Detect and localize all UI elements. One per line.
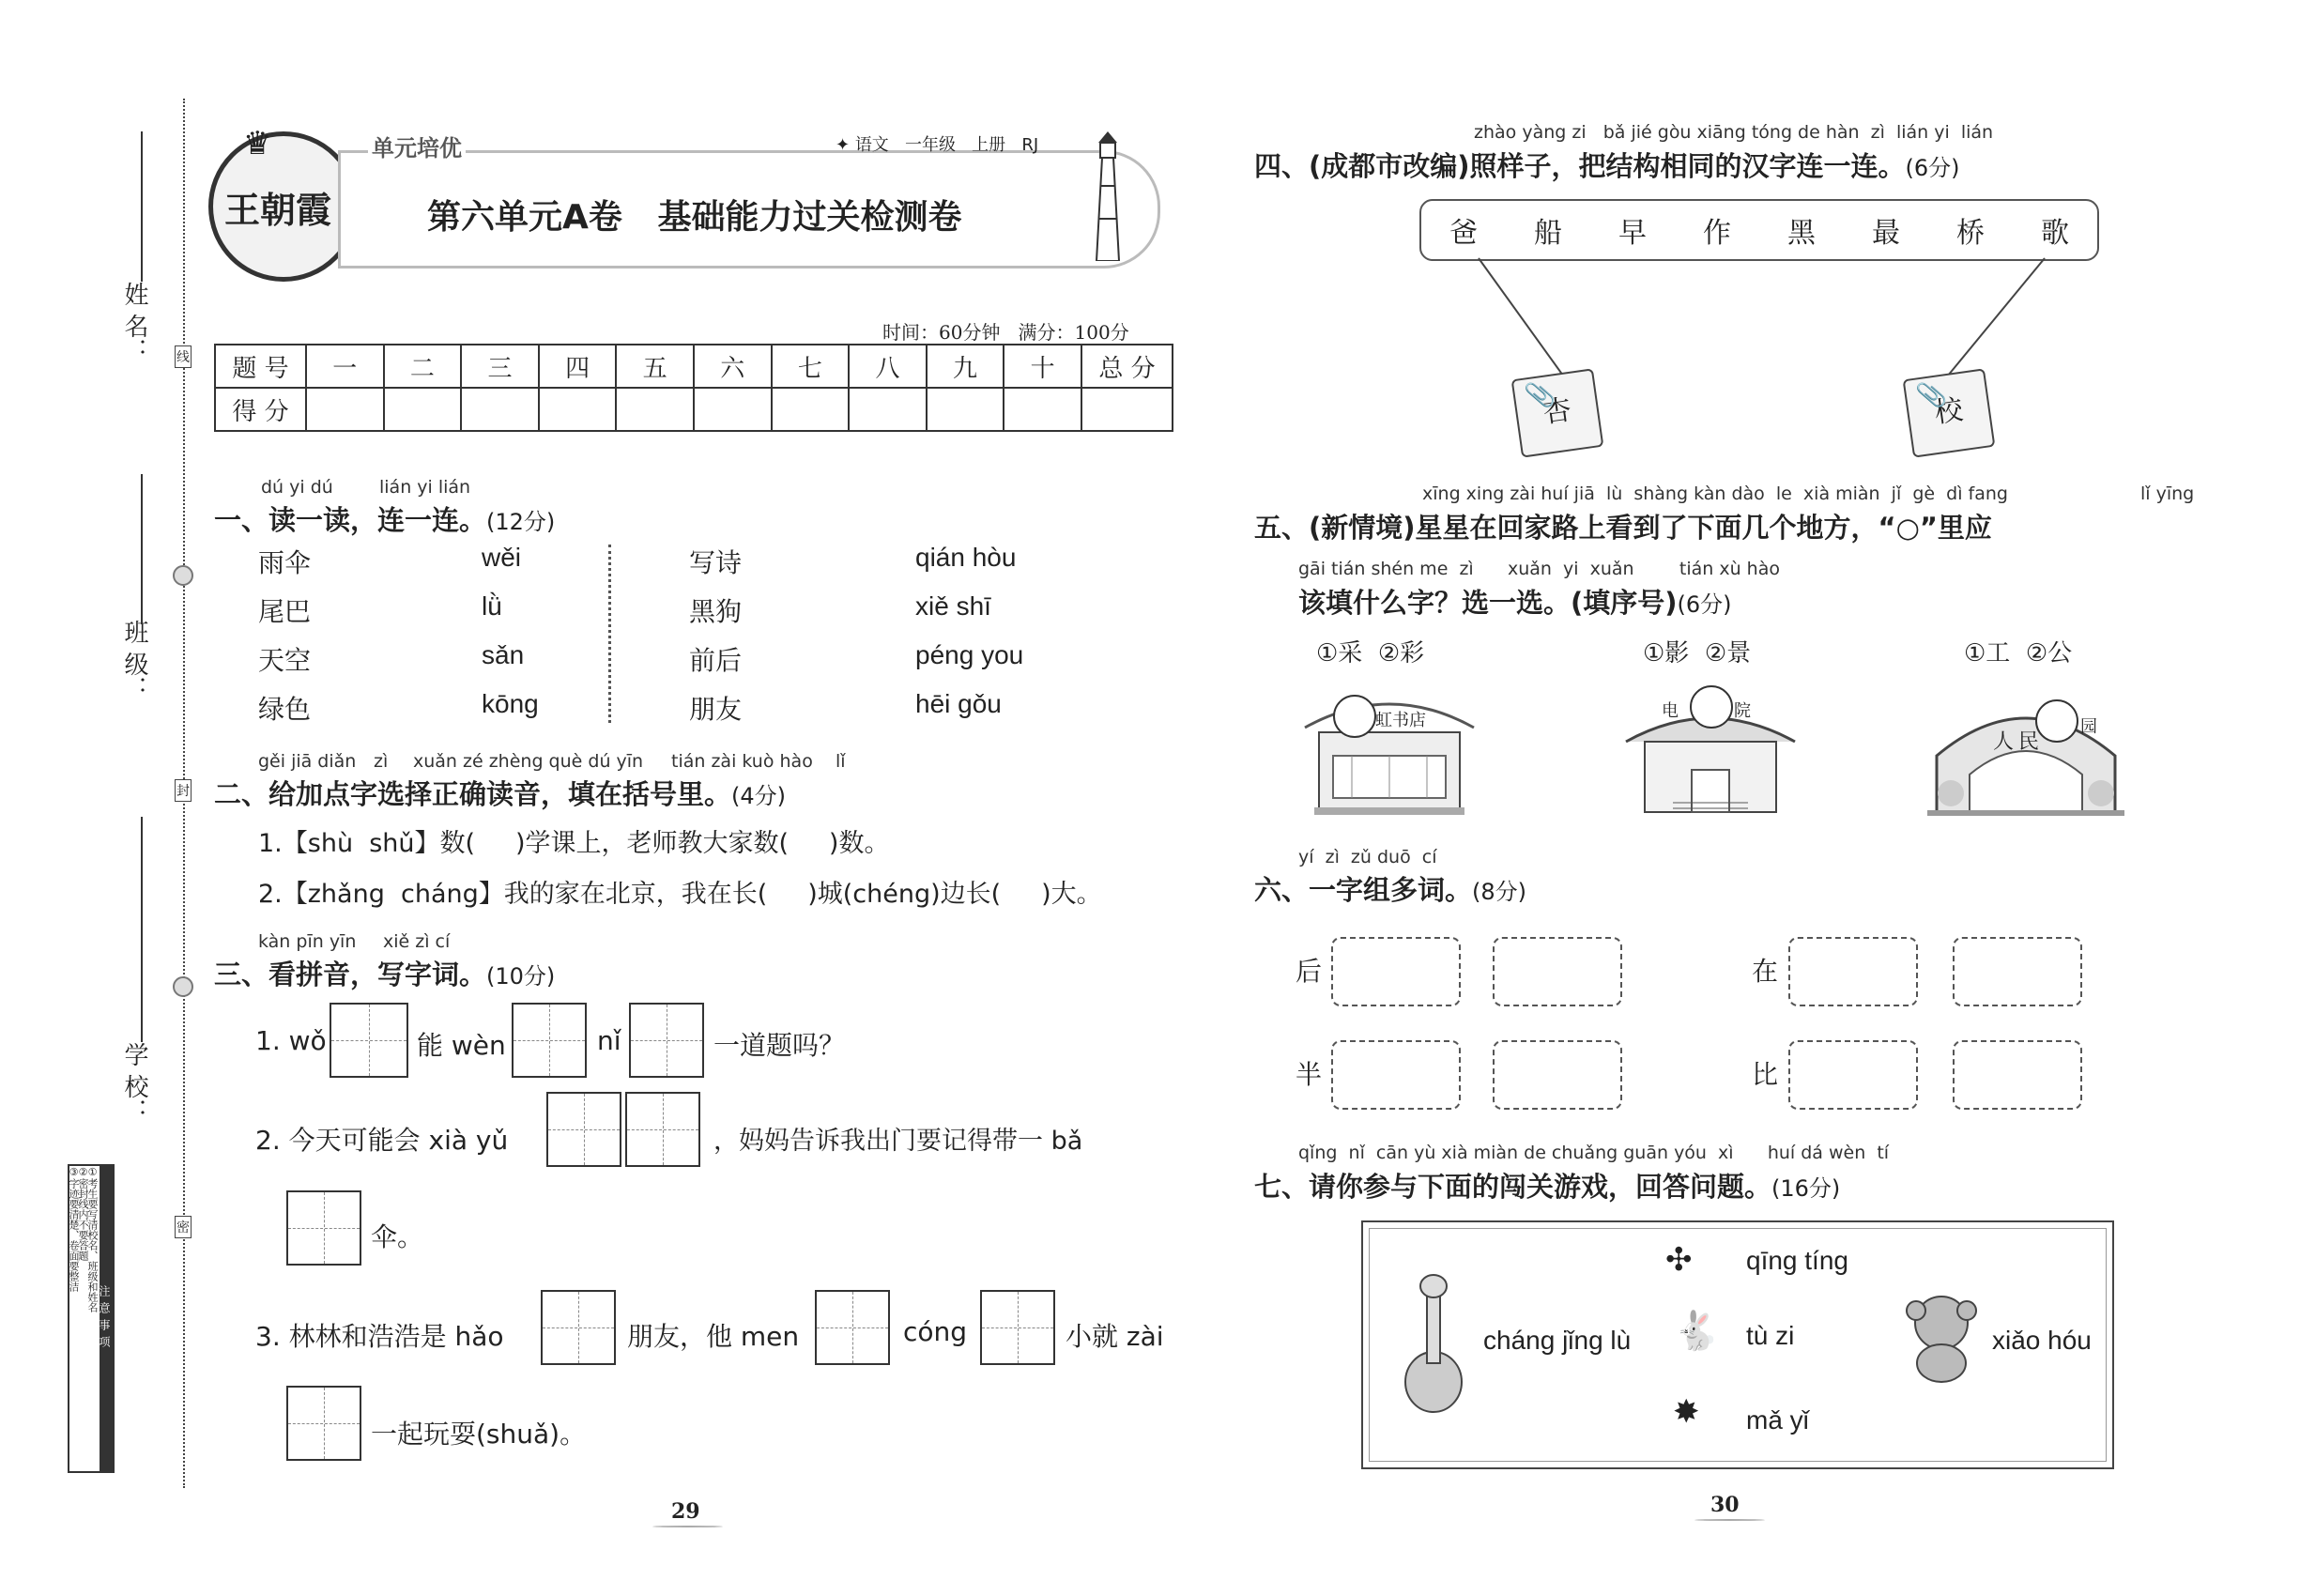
q6-answer-box[interactable] (1331, 1040, 1461, 1110)
q7-item-giraffe[interactable]: cháng jǐng lù (1483, 1326, 1632, 1355)
q1-pinyin-2: lián yi lián (379, 477, 471, 498)
score-cell[interactable] (694, 388, 772, 431)
q3-pinyin-2: xiě zì cí (383, 931, 451, 952)
score-cell[interactable] (539, 388, 617, 431)
q5-sign-park-1: 人 (1993, 730, 2015, 754)
score-col-5: 五 (616, 345, 694, 388)
q7-score: (16分) (1771, 1175, 1841, 1202)
q1-right-pinyin-3[interactable]: péng you (915, 640, 1024, 669)
binding-ornament-2 (173, 976, 193, 997)
school-label: 学 校： (120, 1042, 148, 1124)
notes-item-2: ②密封线内不要答题 (77, 1166, 89, 1261)
page-number-left-flourish (652, 1526, 723, 1527)
q5-options-3[interactable]: ①工 ②公 (1964, 639, 2073, 668)
q4-char[interactable]: 作 (1703, 217, 1731, 250)
writing-box[interactable] (629, 1003, 704, 1078)
q1-left-pinyin-4[interactable]: kōng (482, 689, 539, 718)
q6-char-2: 在 (1752, 956, 1779, 987)
q3-s1-part-1: 1. wǒ (255, 1025, 327, 1056)
paperclip-icon: 📎 (1914, 379, 1949, 412)
writing-box[interactable] (286, 1190, 361, 1266)
score-table-row2-head: 得 分 (215, 388, 306, 431)
q3-title-text: 三、看拼音，写字词。 (214, 959, 487, 990)
q6-answer-box[interactable] (1788, 937, 1918, 1006)
q4-char[interactable]: 桥 (1956, 217, 1985, 250)
q2-score: (4分) (731, 783, 787, 809)
q2-line-2[interactable]: 2.【zhǎng cháng】我的家在北京，我在长( )城(chéng)边长( )大。 (258, 880, 1102, 909)
score-cell[interactable] (616, 388, 694, 431)
score-cell[interactable] (306, 388, 384, 431)
notes-item-3: ③字迹要清楚、卷面要整洁 (68, 1166, 80, 1292)
school-line[interactable] (141, 817, 143, 1042)
q5-sign-bookstore: 虹书店 (1375, 711, 1426, 730)
score-cell[interactable] (1081, 388, 1173, 431)
q3-s1-part-3: nǐ (597, 1025, 621, 1056)
q3-title (214, 954, 555, 992)
q6-char-3: 半 (1296, 1059, 1323, 1090)
q4-example-lines (1408, 253, 2112, 394)
writing-box[interactable] (541, 1290, 616, 1365)
meta-subject: 语文 (854, 135, 889, 155)
score-cell[interactable] (849, 388, 927, 431)
q6-score: (8分) (1472, 879, 1527, 905)
writing-box[interactable] (330, 1003, 408, 1078)
q7-item-dragonfly[interactable]: qīng tíng (1746, 1246, 1848, 1275)
q2-pinyin-3: xuǎn zé zhèng què dú yīn (413, 751, 644, 772)
q4-title-text: 四、(成都市改编)照样子，把结构相同的汉字连一连。 (1254, 150, 1906, 182)
seal-mark-3: 密 (175, 1216, 192, 1238)
q3-score: (10分) (486, 963, 556, 990)
q1-left-word-1[interactable]: 雨伞 (258, 547, 312, 578)
q6-title-text: 六、一字组多词。 (1254, 874, 1473, 906)
q6-answer-box[interactable] (1953, 1040, 2082, 1110)
score-cell[interactable] (772, 388, 850, 431)
score-col-total: 总 分 (1081, 345, 1173, 388)
q5-answer-circle[interactable] (1333, 695, 1376, 738)
writing-box[interactable] (286, 1386, 361, 1461)
q6-char-1: 后 (1296, 956, 1323, 987)
writing-box[interactable] (512, 1003, 587, 1078)
q7-pinyin: qǐng nǐ cān yù xià miàn de chuǎng guān yóu xì huí dá wèn tí (1298, 1143, 1890, 1163)
q4-pinyin: zhào yàng zi bǎ jié gòu xiāng tóng de hàn zì lián yi lián (1474, 122, 1994, 143)
score-col-3: 三 (461, 345, 539, 388)
q7-item-ant[interactable]: mǎ yǐ (1746, 1405, 1809, 1435)
q4-card-1-char: 杏 (1541, 393, 1574, 430)
meta-grade: 一年级 (904, 135, 956, 155)
writing-box[interactable] (625, 1092, 700, 1167)
score-table-score-row (215, 388, 1173, 431)
q3-s3-part-2: 朋友，他 men (627, 1321, 800, 1352)
monkey-icon (1903, 1290, 1980, 1384)
score-table-header-row (215, 345, 1173, 388)
q5-building-cinema (1617, 681, 1804, 817)
q1-left-pinyin-3[interactable]: sǎn (482, 640, 525, 669)
q3-s2-part-1: 2. 今天可能会 xià yǔ (255, 1125, 509, 1156)
q2-pinyin-2: zì (374, 751, 389, 772)
q3-pinyin-1: kàn pīn yīn (258, 931, 357, 952)
q1-left-pinyin-2[interactable]: lǜ (482, 591, 502, 621)
score-col-1: 一 (306, 345, 384, 388)
brand-crown-icon: ♛ (243, 125, 272, 162)
seal-mark-2: 封 (175, 779, 192, 802)
binding-ornament-1 (173, 565, 193, 586)
q1-right-word-1[interactable]: 写诗 (689, 547, 743, 578)
brand-logo (208, 125, 359, 282)
dragonfly-icon: ✣ (1665, 1241, 1693, 1279)
score-cell[interactable] (1004, 388, 1081, 431)
q5-building-bookstore (1296, 681, 1483, 817)
q4-char[interactable]: 船 (1534, 217, 1562, 250)
paperclip-icon: 📎 (1523, 379, 1557, 412)
q6-answer-box[interactable] (1493, 937, 1622, 1006)
series-label: 单元培优 (368, 130, 466, 162)
q7-game-box (1361, 1220, 2114, 1469)
q3-s1-part-4: 一道题吗？ (713, 1030, 846, 1061)
writing-box[interactable] (815, 1290, 890, 1365)
ant-icon: ✸ (1673, 1393, 1700, 1431)
q6-answer-box[interactable] (1331, 937, 1461, 1006)
q4-card-2-char: 校 (1932, 393, 1966, 430)
q3-s2-part-3: 伞。 (371, 1221, 424, 1252)
q5-pinyin-1: xīng xing zài huí jiā lù shàng kàn dào le xià miàn jǐ gè dì fang (1422, 483, 2008, 504)
q4-char[interactable]: 早 (1618, 217, 1647, 250)
q6-title (1254, 869, 1526, 908)
q5-title-1: 五、(新情境)星星在回家路上看到了下面几个地方，“○”里应 (1254, 512, 1992, 544)
q5-sign-cinema-2: 院 (1734, 701, 1751, 721)
score-col-6: 六 (694, 345, 772, 388)
notes-box (68, 1164, 115, 1473)
q5-sign-cinema-1: 电 (1662, 701, 1679, 721)
q5-sign-park-2: 民 (2018, 730, 2040, 754)
q4-char[interactable]: 歌 (2041, 217, 2069, 250)
giraffe-icon (1401, 1269, 1466, 1420)
q5-answer-circle[interactable] (2035, 699, 2078, 743)
name-label: 姓 名： (120, 282, 148, 363)
meta-volume: 上册 (972, 135, 1006, 155)
page-number-right-flourish (1694, 1519, 1765, 1521)
page-number-left: 29 (671, 1499, 700, 1524)
q5-title-2 (1298, 582, 1732, 621)
score-col-9: 九 (927, 345, 1004, 388)
q2-pinyin-1: gěi jiā diǎn (258, 751, 357, 772)
q1-left-word-3[interactable]: 天空 (258, 645, 312, 676)
q2-title (214, 774, 786, 812)
q1-left-word-4[interactable]: 绿色 (258, 694, 312, 725)
q4-char[interactable]: 最 (1872, 217, 1900, 250)
q2-pinyin-5: lǐ (836, 751, 846, 772)
q4-score: (6分) (1905, 155, 1960, 181)
header-meta (836, 131, 1038, 156)
q2-pinyin-4: tián zài kuò hào (671, 751, 813, 772)
score-table-row1-head: 题 号 (215, 345, 306, 388)
q7-title-text: 七、请你参与下面的闯关游戏，回答问题。 (1254, 1171, 1772, 1203)
notes-item-1: ①考生要写清校名、班级和姓名 (86, 1166, 99, 1312)
q5-pinyin-ying: lǐ yīng (2140, 483, 2195, 504)
q2-title-text: 二、给加点字选择正确读音，填在括号里。 (214, 778, 732, 810)
q3-s2-part-2: ，妈妈告诉我出门要记得带一 bǎ (713, 1127, 1083, 1156)
q7-title (1254, 1166, 1840, 1205)
name-line[interactable] (141, 131, 143, 282)
q5-title-2-text: 该填什么字？选一选。(填序号) (1298, 587, 1678, 619)
q3-s3-part-4: 小就 zài (1066, 1321, 1164, 1352)
q1-score: (12分) (486, 509, 556, 535)
q4-card-1[interactable] (1511, 368, 1604, 457)
class-label: 班 级： (120, 620, 148, 701)
page-title: 第六单元A卷 基础能力过关检测卷 (427, 198, 962, 237)
q5-score: (6分) (1677, 591, 1732, 618)
score-col-8: 八 (849, 345, 927, 388)
q5-building-park (1923, 681, 2129, 817)
q3-s3-part-5: 一起玩耍(shuǎ)。 (371, 1419, 587, 1450)
q3-s1-part-2: 能 wèn (417, 1030, 506, 1061)
q5-options-2[interactable]: ①影 ②景 (1643, 639, 1752, 668)
q1-wavy-divider (608, 545, 611, 723)
score-col-7: 七 (772, 345, 850, 388)
q6-char-4: 比 (1752, 1059, 1779, 1090)
q1-left-pinyin-1[interactable]: wěi (482, 543, 522, 572)
q5-answer-circle[interactable] (1690, 685, 1733, 729)
q1-right-word-4[interactable]: 朋友 (689, 694, 743, 725)
score-table (214, 344, 1173, 432)
page-number-right: 30 (1710, 1493, 1740, 1517)
seal-mark-1: 线 (175, 345, 192, 368)
q5-options-1[interactable]: ①采 ②彩 (1316, 639, 1425, 668)
q2-line-1[interactable]: 1.【shù shǔ】数( )学课上，老师教大家数( )数。 (258, 829, 890, 858)
q3-s3-part-1: 3. 林林和浩浩是 hǎo (255, 1321, 504, 1352)
writing-box[interactable] (546, 1092, 621, 1167)
q1-right-pinyin-2[interactable]: xiě shī (915, 591, 991, 621)
q6-answer-box[interactable] (1493, 1040, 1622, 1110)
q4-title (1254, 146, 1960, 184)
q1-title (214, 499, 555, 538)
q1-right-pinyin-4[interactable]: hēi gǒu (915, 689, 1002, 718)
q7-item-rabbit[interactable]: tù zi (1746, 1321, 1795, 1350)
q5-sign-park-3: 园 (2080, 717, 2097, 737)
lighthouse-icon (1089, 130, 1127, 261)
score-cell[interactable] (927, 388, 1004, 431)
q4-card-2[interactable] (1903, 368, 1996, 457)
star-icon: ✦ (836, 135, 855, 155)
score-col-2: 二 (384, 345, 462, 388)
q6-answer-box[interactable] (1788, 1040, 1918, 1110)
q1-title-text: 一、读一读，连一连。 (214, 504, 487, 536)
q5-pinyin-2: gāi tián shén me zì xuǎn yi xuǎn tián xù hào (1298, 559, 1780, 579)
rabbit-icon: 🐇 (1673, 1310, 1720, 1353)
q1-right-pinyin-1[interactable]: qián hòu (915, 543, 1017, 572)
q4-char-box (1419, 199, 2099, 261)
q1-left-word-2[interactable]: 尾巴 (258, 596, 312, 627)
score-cell[interactable] (461, 388, 539, 431)
score-cell[interactable] (384, 388, 462, 431)
q6-pinyin: yí zì zǔ duō cí (1298, 847, 1437, 867)
q1-right-word-3[interactable]: 前后 (689, 645, 743, 676)
q3-s3-part-3: cóng (903, 1316, 968, 1347)
q4-char[interactable]: 黑 (1787, 217, 1816, 250)
brand-name: 王朝霞 (224, 189, 332, 231)
class-line[interactable] (141, 474, 143, 624)
notes-title: 注意事项 (100, 1166, 113, 1471)
score-col-10: 十 (1004, 345, 1081, 388)
q4-char[interactable]: 爸 (1449, 217, 1478, 250)
q7-item-monkey[interactable]: xiǎo hóu (1992, 1326, 2092, 1355)
meta-edition: RJ (1021, 135, 1039, 155)
q6-answer-box[interactable] (1953, 937, 2082, 1006)
q1-pinyin-1: dú yi dú (261, 477, 333, 498)
writing-box[interactable] (980, 1290, 1055, 1365)
score-col-4: 四 (539, 345, 617, 388)
time-score-info: 时间：60分钟 满分：100分 (882, 321, 1129, 344)
q1-right-word-2[interactable]: 黑狗 (689, 596, 743, 627)
